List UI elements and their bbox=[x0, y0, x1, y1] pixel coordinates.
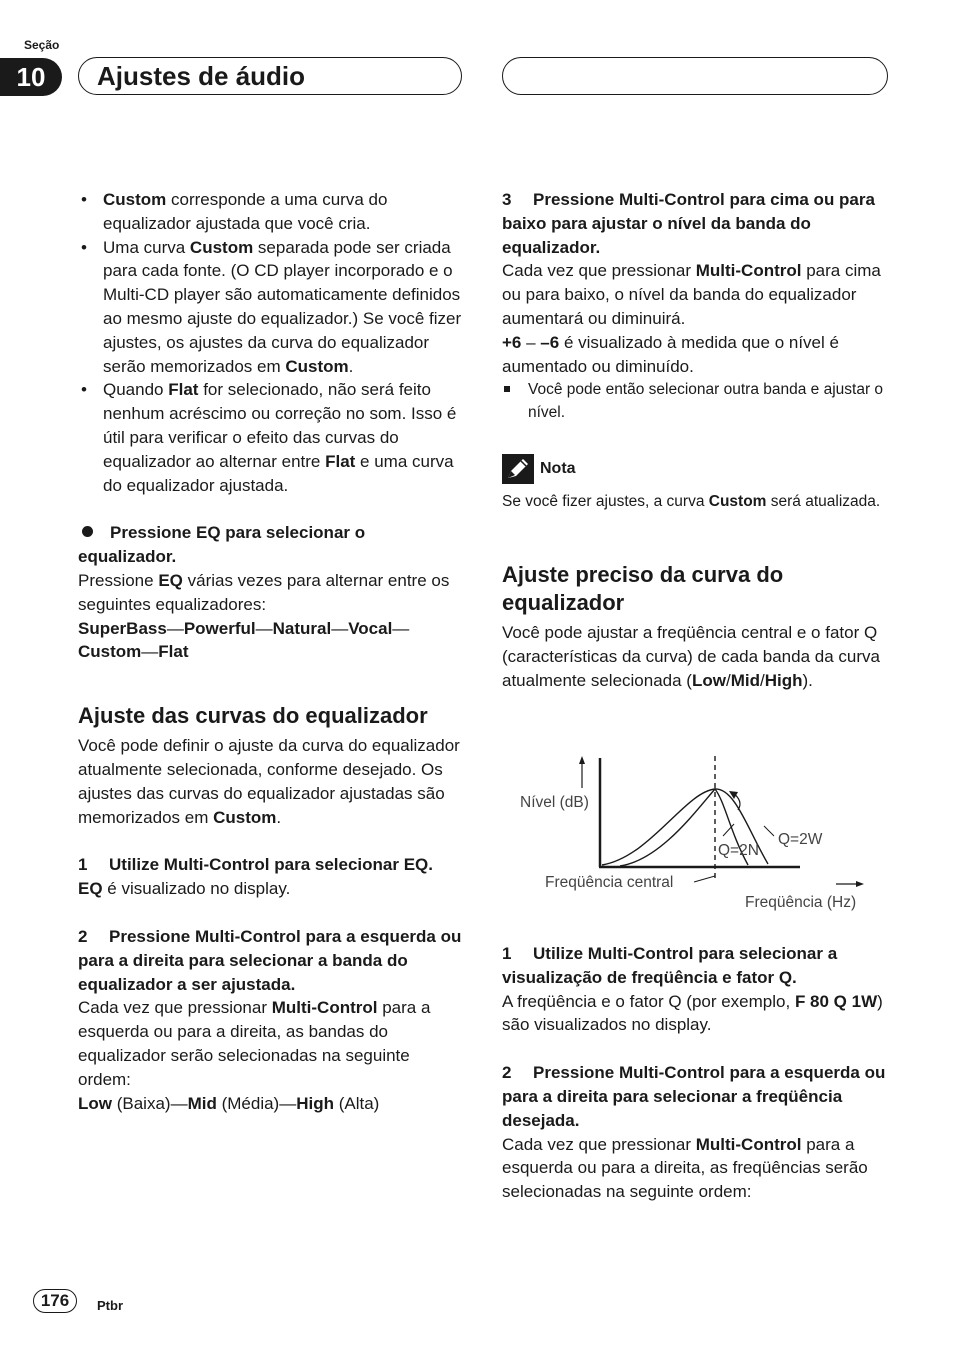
section-heading: Ajuste preciso da curva do equalizador bbox=[502, 562, 784, 616]
step-heading: 2 Pressione Multi-Control para a esquerda ou para a direita para selecionar a banda do equalizador a ser ajustada. bbox=[78, 926, 462, 994]
section-intro: Você pode definir o ajuste da curva do equalizador atualmente selecionada, conforme desejado. Os ajustes das curvas do equalizador ajustadas são memorizados em Custom. bbox=[78, 736, 460, 827]
step-body: Cada vez que pressionar Multi-Control para cima ou para baixo, o nível da banda do equalizador aumentará ou diminuirá. bbox=[502, 261, 881, 328]
list-item: • Custom corresponde a uma curva do equalizador ajustada que você cria. bbox=[78, 188, 466, 236]
section-heading: Ajuste das curvas do equalizador bbox=[78, 703, 428, 729]
note-heading: Nota bbox=[502, 454, 890, 484]
step-heading: 1 Utilize Multi-Control para selecionar EQ. bbox=[78, 855, 433, 875]
list-item: • Uma curva Custom separada pode ser criada para cada fonte. (O CD player incorporado e o Multi-CD player são automaticamente definidos ao mesmo ajuste do equalizador.) Se você fizer ajustes, os ajustes da curva do equalizador serão memorizados em Custom. bbox=[78, 236, 466, 379]
list-item: Você pode então selecionar outra banda e ajustar o nível. bbox=[502, 378, 890, 424]
eq-sequence: SuperBass—Powerful—Natural—Vocal—Custom—Flat bbox=[78, 618, 410, 662]
step-body: A freqüência e o fator Q (por exemplo, F 80 Q 1W) são visualizados no display. bbox=[502, 991, 883, 1035]
step-range: +6 – –6 é visualizado à medida que o nível é aumentado ou diminuído. bbox=[502, 332, 839, 376]
x-axis-label: Freqüência (Hz) bbox=[745, 894, 857, 911]
step-heading: 2 Pressione Multi-Control para a esquerda ou para a direita para selecionar a freqüência desejada. bbox=[502, 1063, 886, 1130]
step-body: Cada vez que pressionar Multi-Control para a esquerda ou para a direita, as bandas do equalizador serão selecionadas na seguinte ordem: bbox=[78, 998, 431, 1089]
right-column-lower bbox=[502, 942, 890, 1204]
band-order: Low (Baixa)—Mid (Média)—High (Alta) bbox=[78, 1093, 380, 1113]
leader-line bbox=[694, 876, 715, 882]
section-number-badge: 10 bbox=[0, 58, 62, 96]
bullet-dot-icon bbox=[82, 526, 93, 537]
up-arrow-head-icon bbox=[579, 756, 585, 764]
eq-step-body: Pressione EQ várias vezes para alternar entre os seguintes equalizadores: bbox=[78, 570, 450, 614]
step-heading: 3 Pressione Multi-Control para cima ou para baixo para ajustar o nível da banda do equalizador. bbox=[502, 190, 875, 257]
step-heading: 1 Utilize Multi-Control para selecionar a visualização de freqüência e fator Q. bbox=[502, 944, 838, 987]
note-text: Se você fizer ajustes, a curva Custom será atualizada. bbox=[502, 493, 881, 511]
leader-line bbox=[764, 826, 774, 836]
pencil-note-icon bbox=[502, 454, 534, 484]
q-narrow-label: Q=2N bbox=[718, 842, 759, 859]
section-label: Seção bbox=[24, 38, 60, 52]
square-bullet-icon bbox=[504, 386, 510, 392]
right-column bbox=[502, 188, 890, 693]
page-number: 176 bbox=[33, 1289, 77, 1313]
feature-bullets bbox=[78, 188, 466, 497]
list-item: • Quando Flat for selecionado, não será feito nenhum acréscimo ou correção no som. Isso é útil para verificar o efeito das curvas do equalizador ao alternar entre Flat e uma curva do equalizador ajustada. bbox=[78, 378, 466, 497]
section-intro: Você pode ajustar a freqüência central e o fator Q (características da curva) de cada banda da curva atualmente selecionada (Low/Mid/High). bbox=[502, 623, 880, 690]
step-body: Cada vez que pressionar Multi-Control para a esquerda ou para a direita, as freqüências serão selecionadas na seguinte ordem: bbox=[502, 1134, 868, 1202]
center-frequency-label: Freqüência central bbox=[545, 874, 674, 891]
page-title: Ajustes de áudio bbox=[78, 57, 462, 95]
language-code: Ptbr bbox=[97, 1298, 123, 1313]
y-axis-label: Nível (dB) bbox=[520, 794, 589, 811]
q-wide-label: Q=2W bbox=[778, 831, 823, 848]
eq-step-heading: Pressione EQ para selecionar o equalizador. bbox=[78, 523, 366, 567]
eq-curve-figure bbox=[510, 752, 880, 918]
left-column bbox=[78, 188, 466, 1115]
step-body: EQ é visualizado no display. bbox=[78, 879, 291, 899]
right-arrow-head-icon bbox=[856, 881, 864, 887]
header-blank-box bbox=[502, 57, 888, 95]
